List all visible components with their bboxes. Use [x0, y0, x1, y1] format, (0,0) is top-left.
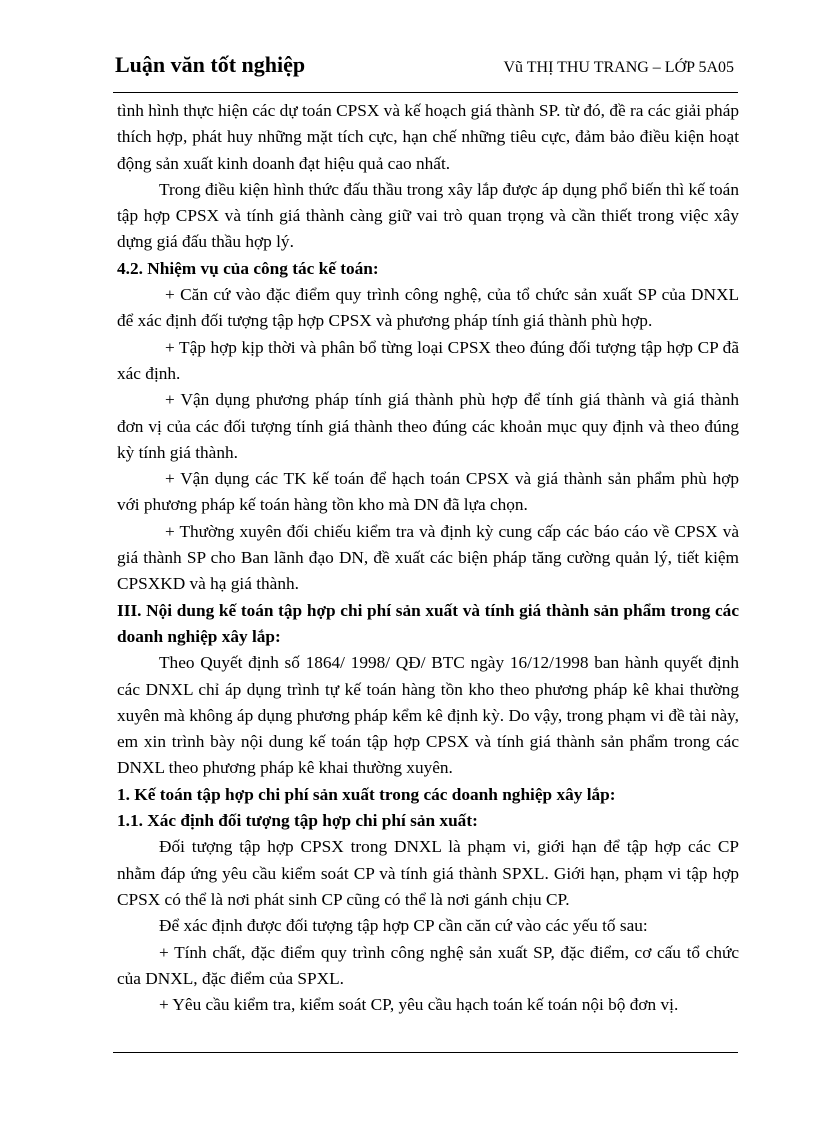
section-heading: III. Nội dung kế toán tập hợp chi phí sản xuất và tính giá thành sản phẩm trong các doanh nghiệp xây lắp:: [117, 600, 739, 646]
task-item: + Căn cứ vào đặc điểm quy trình công nghệ, của tổ chức sản xuất SP của DNXL để xác định đối tượng tập hợp CPSX và phương pháp tính giá thành phù hợp.: [117, 285, 739, 331]
document-title: Luận văn tốt nghiệp: [115, 52, 306, 77]
paragraph-text: Theo Quyết định số 1864/ 1998/ QĐ/ BTC ngày: [159, 653, 510, 673]
section-heading: 1. Kế toán tập hợp chi phí sản xuất trong các doanh nghiệp xây lắp:: [117, 784, 616, 804]
footer-divider: [113, 1052, 738, 1053]
subsection-heading: 1.1. Xác định đối tượng tập hợp chi phí sản xuất:: [117, 811, 478, 831]
task-item: + Tập hợp kịp thời và phân bổ từng loại CPSX theo đúng đối tượng tập hợp CP đã xác định.: [117, 337, 739, 383]
decision-date: 16/12/1998: [509, 653, 589, 673]
page-header: [113, 48, 738, 93]
page-body: [117, 98, 739, 1018]
task-item: + Vận dụng các TK kế toán để hạch toán CPSX và giá thành sản phẩm phù hợp với phương pháp kế toán hàng tồn kho mà DN đã lựa chọn.: [117, 469, 739, 515]
paragraph: Trong điều kiện hình thức đấu thầu trong xây lắp được áp dụng phổ biến thì kế toán tập hợp CPSX và tính giá thành càng giữ vai trò quan trọng và cần thiết trong việc xây dựng giá đấu thầu hợp lý.: [117, 179, 739, 252]
paragraph-text: ban hành quyết định các DNXL chỉ áp dụng trình tự kế toán hàng tồn kho theo phương pháp kê khai thường xuyên mà không áp dụng phương pháp kểm kê định kỳ. Do vậy, trong phạm vi đề tài này, em xin trình bày nội dung kế toán tập hợp CPSX và tính giá thành sản phẩm trong các DNXL theo phương pháp kê khai thường xuyên.: [117, 653, 739, 778]
task-item: + Vận dụng phương pháp tính giá thành phù hợp để tính giá thành và giá thành đơn vị của các đối tượng tính giá thành theo đúng các khoản mục quy định và theo đúng kỳ tính giá thành.: [117, 390, 739, 462]
paragraph: [117, 650, 739, 781]
list-item: + Yêu cầu kiểm tra, kiểm soát CP, yêu cầu hạch toán kế toán nội bộ đơn vị.: [159, 995, 679, 1015]
paragraph: tình hình thực hiện các dự toán CPSX và kế hoạch giá thành SP. từ đó, đề ra các giải pháp thích hợp, phát huy những mặt tích cực, hạn chế những tiêu cực, đảm bảo điều kiện hoạt động sản xuất kinh doanh đạt hiệu quả cao nhất.: [117, 101, 739, 173]
paragraph: Để xác định được đối tượng tập hợp CP cần căn cứ vào các yếu tố sau:: [159, 916, 648, 936]
section-heading: 4.2. Nhiệm vụ của công tác kế toán:: [117, 258, 379, 278]
author-class: Vũ THỊ THU TRANG – LỚP 5A05: [503, 59, 734, 76]
list-item: + Tính chất, đặc điểm quy trình công nghệ sản xuất SP, đặc điểm, cơ cấu tổ chức của DNXL, đặc điểm của SPXL.: [117, 942, 739, 988]
task-item: + Thường xuyên đối chiếu kiểm tra và định kỳ cung cấp các báo cáo về CPSX và giá thành SP cho Ban lãnh đạo DN, đề xuất các biện pháp tăng cường quản lý, tiết kiệm CPSXKD và hạ giá thành.: [117, 521, 739, 594]
paragraph: Đối tượng tập hợp CPSX trong DNXL là phạm vi, giới hạn để tập hợp các CP nhằm đáp ứng yêu cầu kiểm soát CP và tính giá thành SPXL. Giới hạn, phạm vi tập hợp CPSX có thể là nơi phát sinh CP cũng có thể là nơi gánh chịu CP.: [117, 837, 739, 909]
